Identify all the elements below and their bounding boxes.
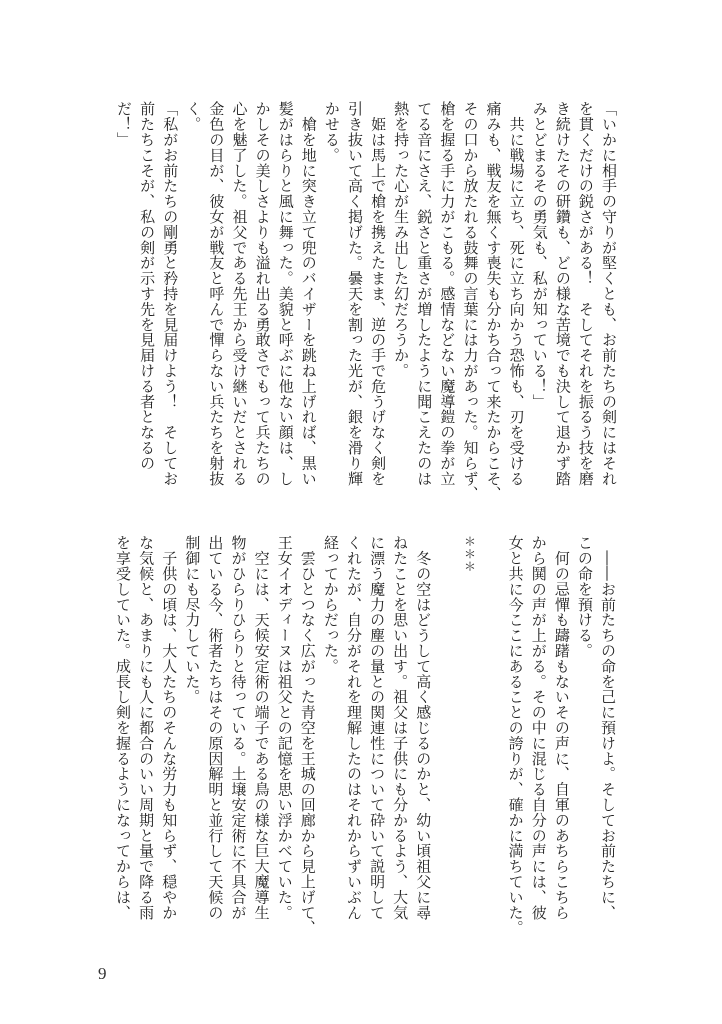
- text-column: みとどまるその勇気も、私が知っている！」: [530, 101, 549, 409]
- text-column: 引き抜いて高く掲げた。曇天を割った光が、銀を滑り輝: [345, 101, 364, 486]
- text-column: を貫くだけの鋭さがある！ そしてそれを振るう技を磨: [576, 101, 595, 486]
- text-column: てる音にさえ、鋭さと重さが増したように聞こえたのは: [415, 101, 434, 486]
- text-column: かせる。: [322, 101, 341, 163]
- text-column: 前たちこそが、私の剣が示す先を見届ける者となるの: [138, 101, 157, 471]
- text-column: 「私がお前たちの剛勇と矜持を見届けよう！ そしてお: [161, 101, 180, 486]
- text-column: この命を預ける。: [575, 535, 594, 659]
- text-column: くれたが、自分がそれを理解したのはそれからずいぶん: [344, 535, 363, 920]
- upper-text-block: [112, 101, 620, 511]
- text-column: 痛みも、戦友を無くす喪失も分かち合って来たからこそ、: [484, 101, 503, 502]
- text-column: な気候と、あまりにも人に都合のいい周期と量で降る雨: [137, 535, 156, 920]
- text-column: を享受していた。成長し剣を握るようになってからは、: [114, 535, 133, 920]
- text-column: 出ている今、術者たちはその原因解明と並行して天候の: [206, 535, 225, 920]
- scene-break-marker: ＊＊＊: [462, 535, 477, 573]
- lower-text-block: [111, 535, 619, 945]
- text-column: 心を魅了した。祖父である先王から受け継いだとされる: [230, 101, 249, 486]
- page-number: 9: [98, 964, 107, 983]
- text-column: 姫は馬上で槍を携えたまま、逆の手で危うげなく剣を: [369, 101, 388, 486]
- text-column: 王女イオディーヌは祖父との記憶を思い浮かべていた。: [275, 535, 294, 920]
- text-column: から鬨の声が上がる。その中に混じる自分の声には、彼: [529, 535, 548, 920]
- text-column: 物がひらりひらりと待っている。土壌安定術に不具合が: [229, 535, 248, 920]
- text-column: 空には、天候安定術の端子である鳥の様な巨大魔導生: [252, 535, 271, 920]
- text-column: き続けたその研鑽も、どの様な苦境でも決して退かず踏: [553, 101, 572, 486]
- blank-column: [434, 535, 457, 945]
- text-column: かしその美しさよりも溢れ出る勇敢さでもって兵たちの: [253, 101, 272, 486]
- text-column: 経ってからだった。: [321, 535, 340, 674]
- blank-column: [480, 535, 503, 945]
- text-column: 熱を持った心が生み出した幻だろうか。: [392, 101, 411, 379]
- text-column: 冬の空はどうして高く感じるのかと、幼い頃祖父に尋: [414, 535, 433, 920]
- text-column: 槍を地に突き立て兜のバイザーを跳ね上げれば、黒い: [299, 101, 318, 486]
- text-column: ねたことを思い出す。祖父は子供にも分かるよう、大気: [391, 535, 410, 920]
- text-column: 雲ひとつなく広がった青空を王城の回廊から見上げて、: [298, 535, 317, 936]
- text-column: 共に戦場に立ち、死に立ち向かう恐怖も、刃を受ける: [507, 101, 526, 486]
- text-column: その口から放たれる鼓舞の言葉には力があった。知らず、: [461, 101, 480, 502]
- text-column: 髪がはらりと風に舞った。美貌と呼ぶに他ない顔は、し: [276, 101, 295, 486]
- text-column: 何の忌憚も躊躇もないその声に、自軍のあちらこちら: [552, 535, 571, 920]
- text-column: 槍を握る手に力がこもる。感情などない魔導鎧の拳が立: [438, 101, 457, 486]
- text-column: く。: [184, 101, 203, 132]
- text-column: 子供の頃は、大人たちのそんな労力も知らず、穏やか: [160, 535, 179, 920]
- text-column: 金色の目が、彼女が戦友と呼んで憚らない兵たちを射抜: [207, 101, 226, 486]
- text-column: に漂う魔力の塵の量との関連性について砕いて説明して: [368, 535, 387, 920]
- text-column: だ！」: [115, 101, 134, 148]
- text-column: 制御にも尽力していた。: [183, 535, 202, 705]
- text-column: 「いかに相手の守りが堅くとも、お前たちの剣にはそれ: [600, 101, 618, 486]
- text-column: 女と共に今ここにあることの誇りが、確かに満ちていた。: [506, 535, 525, 936]
- text-column: ――お前たちの命を己に預けよ。そしてお前たちに、: [599, 535, 617, 920]
